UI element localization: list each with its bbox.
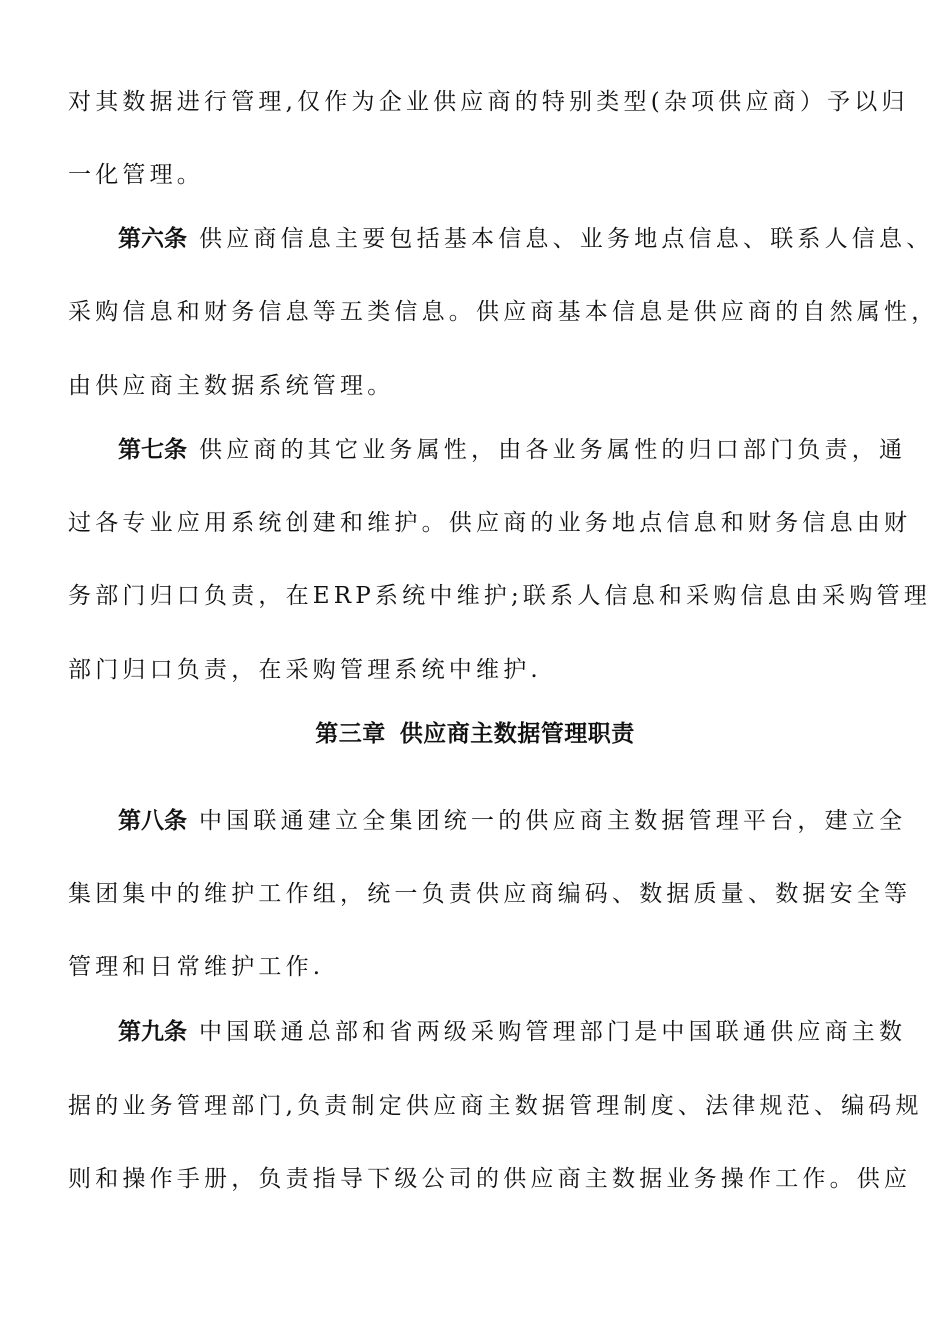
paragraph-line: 由供应商主数据系统管理。	[68, 373, 395, 399]
article-8-line	[118, 807, 907, 835]
article-8-label: 第八条	[118, 808, 187, 834]
paragraph-line: 管理和日常维护工作.	[68, 954, 325, 980]
paragraph-line: 采购信息和财务信息等五类信息。供应商基本信息是供应商的自然属性，	[68, 299, 939, 325]
paragraph-line: 过各专业应用系统创建和维护。供应商的业务地点信息和财务信息由财	[68, 510, 912, 536]
article-7-text: 供应商的其它业务属性，由各业务属性的归口部门负责，通	[199, 437, 907, 463]
article-6-label: 第六条	[118, 226, 187, 252]
article-6-line	[118, 225, 934, 253]
paragraph-line: 务部门归口负责，在ERP系统中维护;联系人信息和采购信息由采购管理	[68, 583, 931, 609]
paragraph-line: 一化管理。	[68, 162, 204, 188]
article-9-line	[118, 1018, 907, 1046]
paragraph-line: 则和操作手册，负责指导下级公司的供应商主数据业务操作工作。供应	[68, 1166, 912, 1192]
paragraph-line: 部门归口负责，在采购管理系统中维护.	[68, 657, 542, 683]
article-8-text: 中国联通建立全集团统一的供应商主数据管理平台，建立全	[199, 808, 907, 834]
paragraph-line: 据的业务管理部门,负责制定供应商主数据管理制度、法律规范、编码规	[68, 1093, 923, 1119]
chapter-number: 第三章	[315, 721, 386, 747]
article-9-label: 第九条	[118, 1019, 187, 1045]
article-7-line	[118, 436, 907, 464]
article-9-text: 中国联通总部和省两级采购管理部门是中国联通供应商主数	[199, 1019, 907, 1045]
chapter-title: 供应商主数据管理职责	[399, 721, 635, 747]
article-6-text: 供应商信息主要包括基本信息、业务地点信息、联系人信息、	[199, 226, 934, 252]
paragraph-line: 对其数据进行管理,仅作为企业供应商的特别类型(杂项供应商）予以归	[68, 89, 909, 115]
article-7-label: 第七条	[118, 437, 187, 463]
paragraph-line: 集团集中的维护工作组，统一负责供应商编码、数据质量、数据安全等	[68, 881, 912, 907]
chapter-heading	[0, 720, 950, 748]
